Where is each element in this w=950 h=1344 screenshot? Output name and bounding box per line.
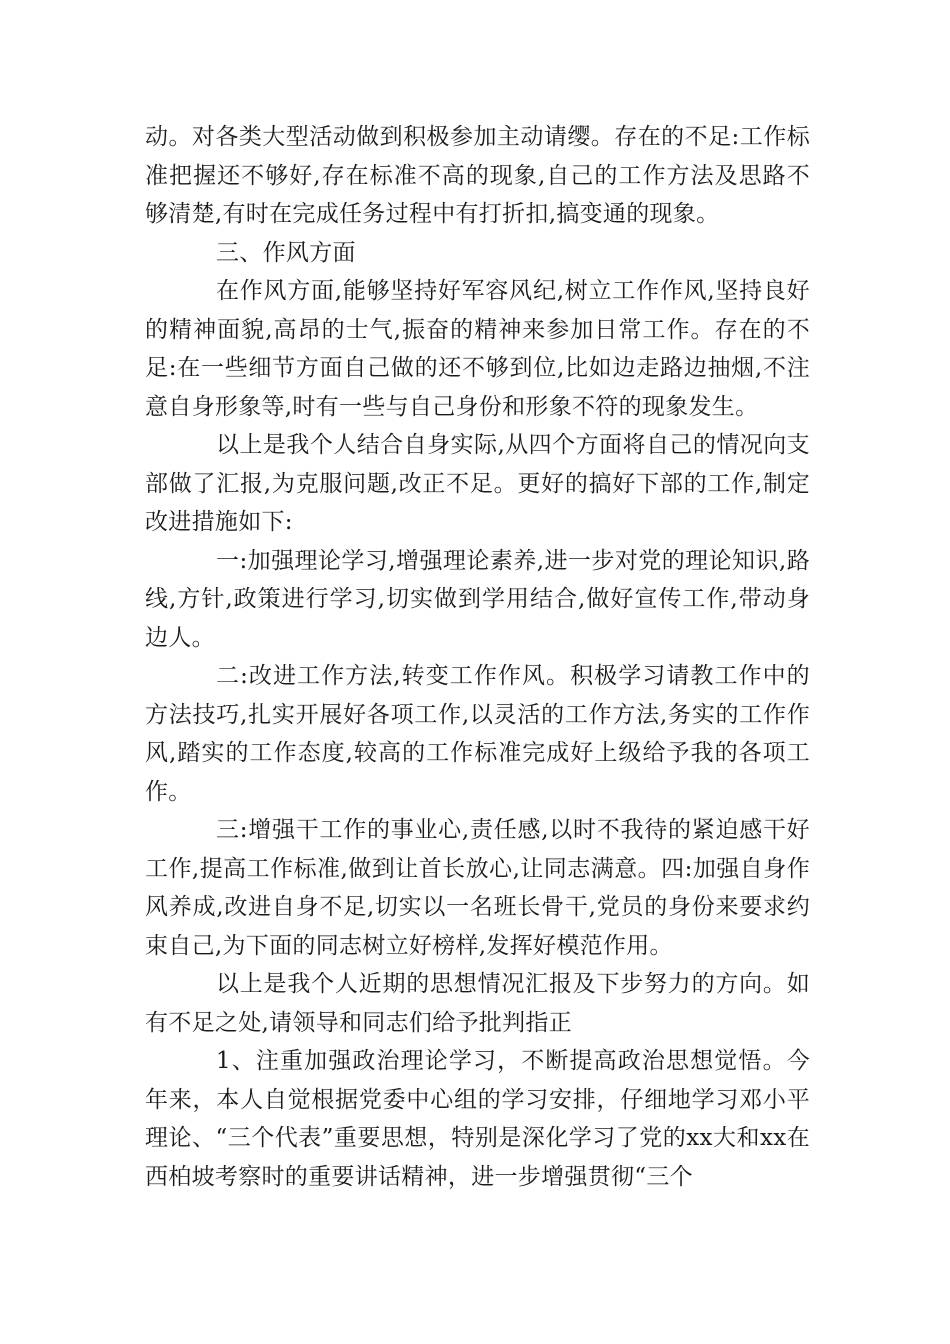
paragraph-work-style: 在作风方面,能够坚持好军容风纪,树立工作作风,坚持良好的精神面貌,高昂的士气,振奋的精神来参加日常工作。存在的不足:在一些细节方面自己做的还不够到位,比如边走路边抽烟,不注意自身形象等,时有一些与自己身份和形象不符的现象发生。 <box>145 278 810 420</box>
paragraph-continuation: 动。对各类大型活动做到积极参加主动请缨。存在的不足:工作标准把握还不够好,存在标准不高的现象,自己的工作方法及思路不够清楚,有时在完成任务过程中有打折扣,搞变通的现象。 <box>145 124 810 227</box>
document-page <box>145 118 810 1196</box>
paragraph-measure-one: 一:加强理论学习,增强理论素养,进一步对党的理论知识,路线,方针,政策进行学习,切实做到学用结合,做好宣传工作,带动身边人。 <box>145 547 810 651</box>
paragraph-measure-three-four: 三:增强干工作的事业心,责任感,以时不我待的紧迫感干好工作,提高工作标准,做到让首长放心,让同志满意。四:加强自身作风养成,改进自身不足,切实以一名班长骨干,党员的身份来要求约束自己,为下面的同志树立好榜样,发挥好模范作用。 <box>145 817 810 959</box>
section-heading-work-style: 三、作风方面 <box>216 239 356 266</box>
paragraph-closing: 以上是我个人近期的思想情况汇报及下步努力的方向。如有不足之处,请领导和同志们给予批判指正 <box>145 971 810 1036</box>
paragraph-measure-two: 二:改进工作方法,转变工作作风。积极学习请教工作中的方法技巧,扎实开展好各项工作,以灵活的工作方法,务实的工作作风,踏实的工作态度,较高的工作标准完成好上级给予我的各项工作。 <box>145 663 810 805</box>
paragraph-point-one: 1、注重加强政治理论学习，不断提高政治思想觉悟。今年来，本人自觉根据党委中心组的学习安排，仔细地学习邓小平理论、“三个代表”重要思想，特别是深化学习了党的xx大和xx在西柏坡考察时的重要讲话精神，进一步增强贯彻“三个 <box>145 1048 810 1190</box>
paragraph-summary-intro: 以上是我个人结合自身实际,从四个方面将自己的情况向支部做了汇报,为克服问题,改正不足。更好的搞好下部的工作,制定改进措施如下: <box>145 432 810 535</box>
